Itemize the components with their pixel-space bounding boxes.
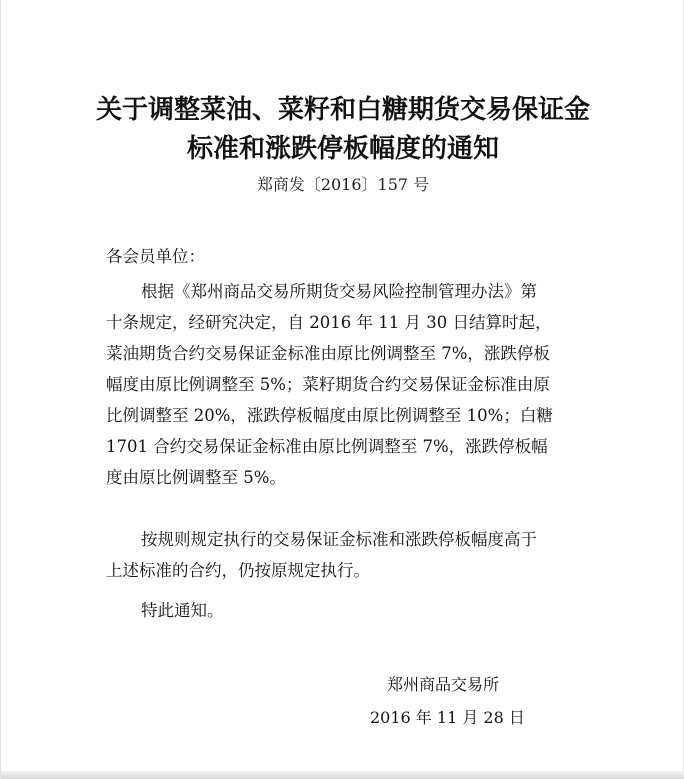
paragraph-1-line: 比例调整至 20%，涨跌停板幅度由原比例调整至 10%；白糖 xyxy=(106,406,553,425)
document-title-line-1: 关于调整菜油、菜籽和白糖期货交易保证金 xyxy=(95,95,590,125)
issuer-signature: 郑州商品交易所 xyxy=(387,675,500,694)
paragraph-2 xyxy=(106,524,586,586)
issue-date: 2016 年 11 月 28 日 xyxy=(370,708,525,727)
paragraph-2-line: 上述标准的合约，仍按原规定执行。 xyxy=(106,561,370,580)
paragraph-1-line: 根据《郑州商品交易所期货交易风险控制管理办法》第 xyxy=(141,282,537,301)
salutation: 各会员单位： xyxy=(106,247,205,266)
page-bottom-shadow xyxy=(1,771,684,779)
paragraph-1-line: 十条规定，经研究决定，自 2016 年 11 月 30 日结算时起， xyxy=(106,313,552,332)
paragraph-1-line: 1701 合约交易保证金标准由原比例调整至 7%，涨跌停板幅 xyxy=(106,437,548,456)
closing-remark: 特此通知。 xyxy=(141,601,224,620)
paragraph-1-line: 度由原比例调整至 5%。 xyxy=(106,468,286,487)
paragraph-1-line: 菜油期货合约交易保证金标准由原比例调整至 7%，涨跌停板 xyxy=(106,344,550,363)
paragraph-1-line: 幅度由原比例调整至 5%；菜籽期货合约交易保证金标准由原 xyxy=(106,375,550,394)
document-number: 郑商发〔2016〕157 号 xyxy=(256,175,430,194)
paragraph-1 xyxy=(106,276,586,493)
document-title-line-2: 标准和涨跌停板幅度的通知 xyxy=(186,134,499,164)
paragraph-2-line: 按规则规定执行的交易保证金标准和涨跌停板幅度高于 xyxy=(141,530,537,549)
